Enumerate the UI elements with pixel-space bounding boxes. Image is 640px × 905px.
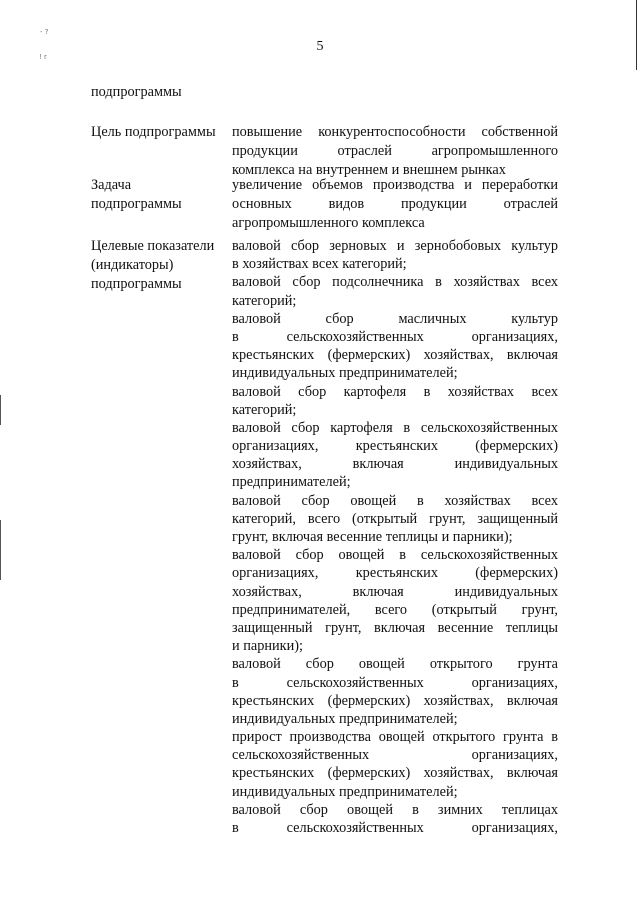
scan-edge-mark xyxy=(636,0,637,70)
value-line: категорий; xyxy=(232,292,297,309)
value-line: валовой сбор овощей открытого грунта xyxy=(232,656,558,673)
label-line: подпрограммы xyxy=(91,276,182,292)
scan-edge-mark xyxy=(0,395,1,425)
value-line: валовой сбор подсолнечника в хозяйствах всех xyxy=(232,274,558,291)
value-line: индивидуальных предпринимателей; xyxy=(232,365,458,382)
value-line: крестьянских (фермерских) хозяйствах, включая xyxy=(232,692,558,709)
row-label-indicators xyxy=(91,237,226,294)
value-line: грунт, включая весенние теплицы и парники); xyxy=(232,529,513,545)
value-line: валовой сбор картофеля в сельскохозяйственных xyxy=(232,419,558,436)
row-label-task xyxy=(91,176,226,214)
value-line: категорий, всего (открытый грунт, защищенный xyxy=(232,510,558,527)
value-line: в хозяйствах всех категорий; xyxy=(232,256,407,273)
value-line: организациях, крестьянских (фермерских) xyxy=(232,565,558,582)
value-line: прирост производства овощей открытого грунта в xyxy=(232,729,558,746)
row-label-goal xyxy=(91,123,226,142)
value-line: агропромышленного комплекса xyxy=(232,215,425,231)
label-line: Цель подпрограммы xyxy=(91,124,216,140)
value-line: защищенный грунт, включая весенние теплицы xyxy=(232,619,558,636)
label-line: Целевые показатели xyxy=(91,238,215,254)
row-label-continuation xyxy=(91,83,226,102)
value-line: индивидуальных предпринимателей; xyxy=(232,783,458,800)
scan-edge-mark xyxy=(0,520,1,580)
value-line: в сельскохозяйственных организациях, xyxy=(232,820,558,836)
value-line: и парники); xyxy=(232,638,304,655)
value-line: повышение конкурентоспособности собственной xyxy=(232,124,558,140)
page-number: 5 xyxy=(316,39,324,54)
value-line: хозяйствах, включая индивидуальных xyxy=(232,456,558,473)
value-line: валовой сбор картофеля в хозяйствах всех xyxy=(232,383,558,400)
value-line: в сельскохозяйственных организациях, xyxy=(232,674,558,691)
row-value-indicators xyxy=(232,237,558,837)
value-line: организациях, крестьянских (фермерских) xyxy=(232,438,558,455)
value-line: увеличение объемов производства и переработки xyxy=(232,177,558,193)
label-line: Задача xyxy=(91,177,132,193)
value-line: валовой сбор овощей в хозяйствах всех xyxy=(232,492,558,509)
margin-mark: - ? xyxy=(40,28,49,36)
value-line: валовой сбор масличных культур xyxy=(232,310,558,327)
value-line: хозяйствах, включая индивидуальных xyxy=(232,583,558,600)
value-line: валовой сбор зерновых и зернобобовых культур xyxy=(232,238,558,254)
label-line: (индикаторы) xyxy=(91,257,174,273)
row-value-goal xyxy=(232,123,558,180)
margin-mark: ! r xyxy=(39,53,47,61)
label-line: подпрограммы xyxy=(91,196,182,212)
label-line: подпрограммы xyxy=(91,84,182,100)
value-line: крестьянских (фермерских) хозяйствах, включая xyxy=(232,347,558,364)
value-line: предпринимателей, всего (открытый грунт, xyxy=(232,601,558,618)
value-line: комплекса на внутреннем и внешнем рынках xyxy=(232,162,506,178)
value-line: категорий; xyxy=(232,401,297,418)
value-line: основных видов продукции отраслей xyxy=(232,196,558,212)
value-line: предпринимателей; xyxy=(232,474,351,491)
value-line: крестьянских (фермерских) хозяйствах, включая xyxy=(232,765,558,782)
value-line: в сельскохозяйственных организациях, xyxy=(232,328,558,345)
value-line: индивидуальных предпринимателей; xyxy=(232,710,458,727)
value-line: продукции отраслей агропромышленного xyxy=(232,143,558,159)
value-line: валовой сбор овощей в сельскохозяйственных xyxy=(232,547,558,564)
row-value-task xyxy=(232,176,558,233)
value-line: сельскохозяйственных организациях, xyxy=(232,747,558,764)
value-line: валовой сбор овощей в зимних теплицах xyxy=(232,801,558,818)
